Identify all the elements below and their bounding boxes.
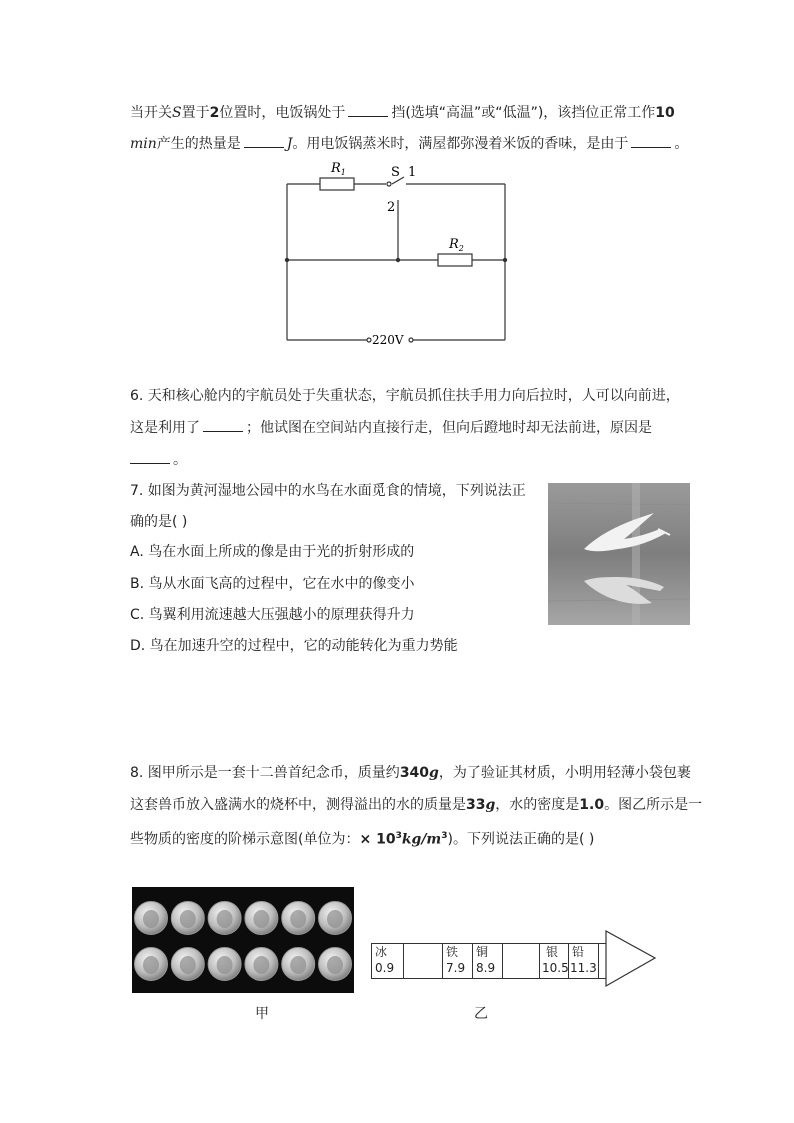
answer-blank[interactable] — [203, 417, 243, 432]
ladder-cell-silver: 银 10.5 — [540, 944, 569, 978]
q5-line-2 — [130, 133, 688, 154]
q5-text: 挡(选填“高温”或“低温”)，该挡位正常工作 — [391, 105, 656, 121]
coin-animal-head — [143, 956, 159, 974]
q8-number: 340 — [399, 765, 430, 781]
q5-number: 10 — [655, 105, 675, 121]
coin-animal-head — [253, 910, 269, 928]
q7-option-d[interactable]: D. 鸟在加速升空的过程中，它的动能转化为重力势能 — [130, 638, 458, 654]
q7-line-2: 确的是( ) — [130, 514, 188, 530]
answer-blank[interactable] — [348, 102, 388, 117]
junction-dot — [396, 258, 400, 262]
q6-text: ；他试图在空间站内直接行走，但向后蹬地时却无法前进，原因是 — [246, 420, 652, 436]
coin-animal-head — [180, 956, 196, 974]
q5-text: 置于 — [181, 105, 210, 121]
q7-option-b[interactable]: B. 鸟从水面飞高的过程中，它在水中的像变小 — [130, 576, 415, 592]
q6-text: 。 — [173, 452, 187, 468]
caption-jia: 甲 — [255, 1006, 269, 1022]
ladder-cell-empty — [503, 944, 540, 978]
q8-line-2 — [130, 795, 702, 815]
ladder-cell-lead: 铅 11.3 — [569, 944, 599, 978]
bird-photo — [548, 483, 690, 625]
coin-animal-head — [217, 956, 233, 974]
ladder-cell-empty — [404, 944, 443, 978]
label-pos-2: 2 — [387, 200, 396, 215]
coin-animal-head — [253, 956, 269, 974]
resistor-r2 — [438, 254, 472, 266]
answer-blank[interactable] — [244, 133, 284, 148]
q8-text: 些物质的密度的阶梯示意图(单位为： — [130, 831, 360, 848]
unit-kgm: kg/m — [401, 831, 442, 848]
q5-text: 。用电饭锅蒸米时，满屋都弥漫着米饭的香味，是由于 — [292, 136, 629, 152]
q8-line-3 — [130, 826, 594, 850]
coin-animal-head — [327, 910, 343, 928]
ladder-cell-ice: 冰 0.9 — [372, 944, 404, 978]
ladder-arrow — [604, 930, 658, 988]
q5-text: 产生的热量是 — [156, 136, 241, 152]
switch-pivot — [387, 182, 391, 186]
unit-exponent: 3 — [395, 831, 402, 841]
q8-text: ，为了验证其材质，小明用轻薄小袋包裹 — [438, 765, 691, 781]
q6-line-1: 6. 天和核心舱内的宇航员处于失重状态，宇航员抓住扶手用力向后拉时，人可以向前进， — [130, 388, 680, 404]
unit-joule: J — [286, 136, 293, 152]
coin-animal-head — [327, 956, 343, 974]
terminal — [409, 338, 413, 342]
label-r1: $R_1$ — [331, 161, 346, 177]
label-r2: $R_2$ — [449, 237, 464, 253]
caption-yi: 乙 — [474, 1006, 488, 1022]
q8-number: 33 — [466, 797, 486, 813]
answer-blank[interactable] — [631, 133, 671, 148]
q6-line-2 — [130, 417, 652, 438]
label-pos-1: 1 — [408, 165, 417, 180]
ladder-cell-copper: 铜 8.9 — [473, 944, 503, 978]
junction-dot — [285, 258, 289, 262]
switch-symbol: S — [172, 105, 182, 121]
q8-line-1 — [130, 763, 691, 783]
terminal — [367, 338, 371, 342]
unit-times: × 10 — [359, 831, 396, 848]
q8-text: 这套兽币放入盛满水的烧杯中，测得溢出的水的质量是 — [130, 797, 466, 813]
coin-animal-head — [290, 956, 306, 974]
ladder-cell-iron: 铁 7.9 — [443, 944, 473, 978]
q8-text: )。下列说法正确的是( ) — [447, 831, 595, 848]
q5-line-1 — [130, 102, 675, 123]
coin-animal-head — [143, 910, 159, 928]
coin-photo — [132, 887, 354, 993]
answer-blank[interactable] — [130, 449, 170, 464]
coin-animal-head — [290, 910, 306, 928]
coin-animal-head — [217, 910, 233, 928]
unit-gram: g — [485, 797, 496, 813]
q5-number: 2 — [209, 105, 220, 121]
density-ladder — [371, 943, 607, 979]
junction-dot — [503, 258, 507, 262]
q8-text: 8. 图甲所示是一套十二兽首纪念币，质量约 — [130, 765, 400, 781]
circuit-diagram — [280, 158, 520, 353]
resistor-r1 — [320, 178, 354, 190]
q8-number: 1.0 — [579, 797, 605, 813]
label-voltage: 220V — [372, 333, 404, 347]
q7-option-a[interactable]: A. 鸟在水面上所成的像是由于光的折射形成的 — [130, 544, 415, 560]
unit-exponent: 3 — [441, 831, 448, 841]
unit-gram: g — [429, 765, 439, 781]
q7-option-c[interactable]: C. 鸟翼利用流速越大压强越小的原理获得升力 — [130, 607, 415, 623]
q7-line-1: 7. 如图为黄河湿地公园中的水鸟在水面觅食的情境，下列说法正 — [130, 483, 526, 499]
q6-line-3 — [130, 449, 187, 470]
q5-text: 当开关 — [130, 105, 172, 121]
q5-text: 。 — [674, 136, 689, 152]
q8-text: ，水的密度是 — [495, 797, 580, 813]
unit-min: min — [130, 136, 157, 152]
q6-text: 这是利用了 — [130, 420, 200, 436]
coin-animal-head — [180, 910, 196, 928]
q8-text: 。图乙所示是一 — [604, 797, 703, 813]
q5-text: 位置时，电饭锅处于 — [219, 105, 346, 121]
label-switch: S — [391, 165, 400, 180]
